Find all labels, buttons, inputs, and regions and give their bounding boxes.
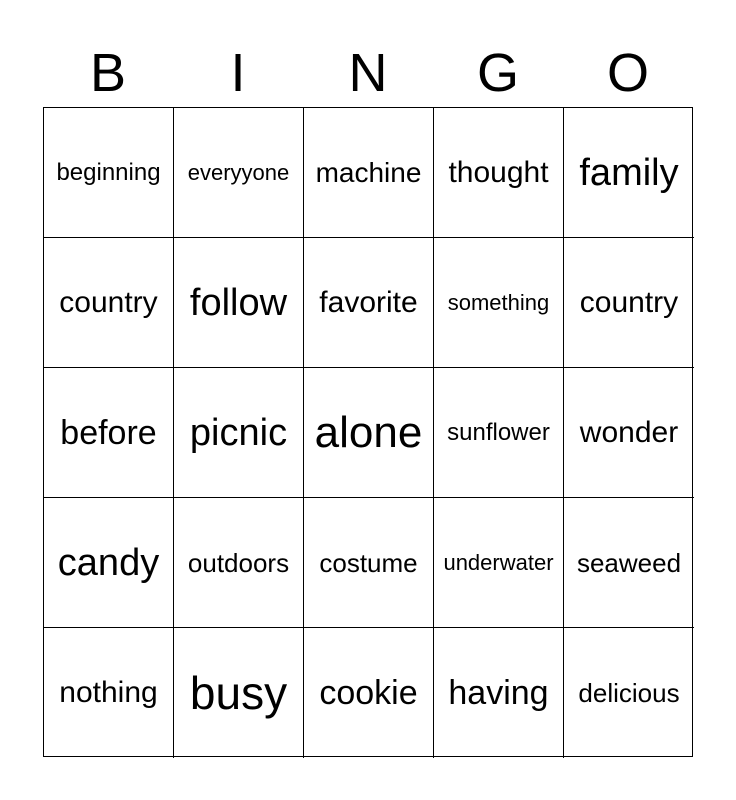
bingo-cell[interactable]: costume	[304, 498, 434, 628]
bingo-cell[interactable]: delicious	[578, 678, 680, 708]
bingo-cell[interactable]: having	[434, 628, 564, 758]
header-letter-o: O	[606, 43, 649, 103]
bingo-header	[43, 42, 693, 104]
bingo-cell[interactable]: favorite	[304, 238, 434, 368]
bingo-cell[interactable]: before	[44, 368, 174, 498]
bingo-cell[interactable]: seaweed	[564, 498, 694, 628]
bingo-cell[interactable]: follow	[174, 238, 304, 368]
bingo-cell[interactable]: candy	[44, 498, 174, 628]
bingo-cell[interactable]: something	[434, 238, 564, 368]
bingo-cell[interactable]: cookie	[304, 628, 434, 758]
bingo-cell[interactable]: sunflower	[434, 368, 564, 498]
header-letter-i: I	[230, 43, 246, 103]
bingo-cell[interactable]: busy	[174, 628, 304, 758]
bingo-cell[interactable]: country	[564, 238, 694, 368]
bingo-cell[interactable]: everyyone	[174, 108, 304, 238]
bingo-board	[43, 107, 693, 757]
bingo-cell[interactable]: country	[44, 238, 174, 368]
header-letter-g: G	[476, 43, 519, 103]
header-letter-n: N	[348, 43, 388, 103]
bingo-cell[interactable]: wonder	[564, 368, 694, 498]
bingo-cell[interactable]: picnic	[174, 368, 304, 498]
bingo-cell[interactable]: family	[564, 108, 694, 238]
bingo-cell[interactable]: underwater	[434, 498, 564, 628]
bingo-cell[interactable]: beginning	[44, 108, 174, 238]
bingo-cell[interactable]: thought	[434, 108, 564, 238]
bingo-cell[interactable]: nothing	[44, 628, 174, 758]
bingo-cell[interactable]: machine	[304, 108, 434, 238]
bingo-cell[interactable]: alone	[304, 368, 434, 498]
bingo-cell[interactable]: outdoors	[174, 498, 304, 628]
header-letter-b: B	[89, 43, 127, 103]
